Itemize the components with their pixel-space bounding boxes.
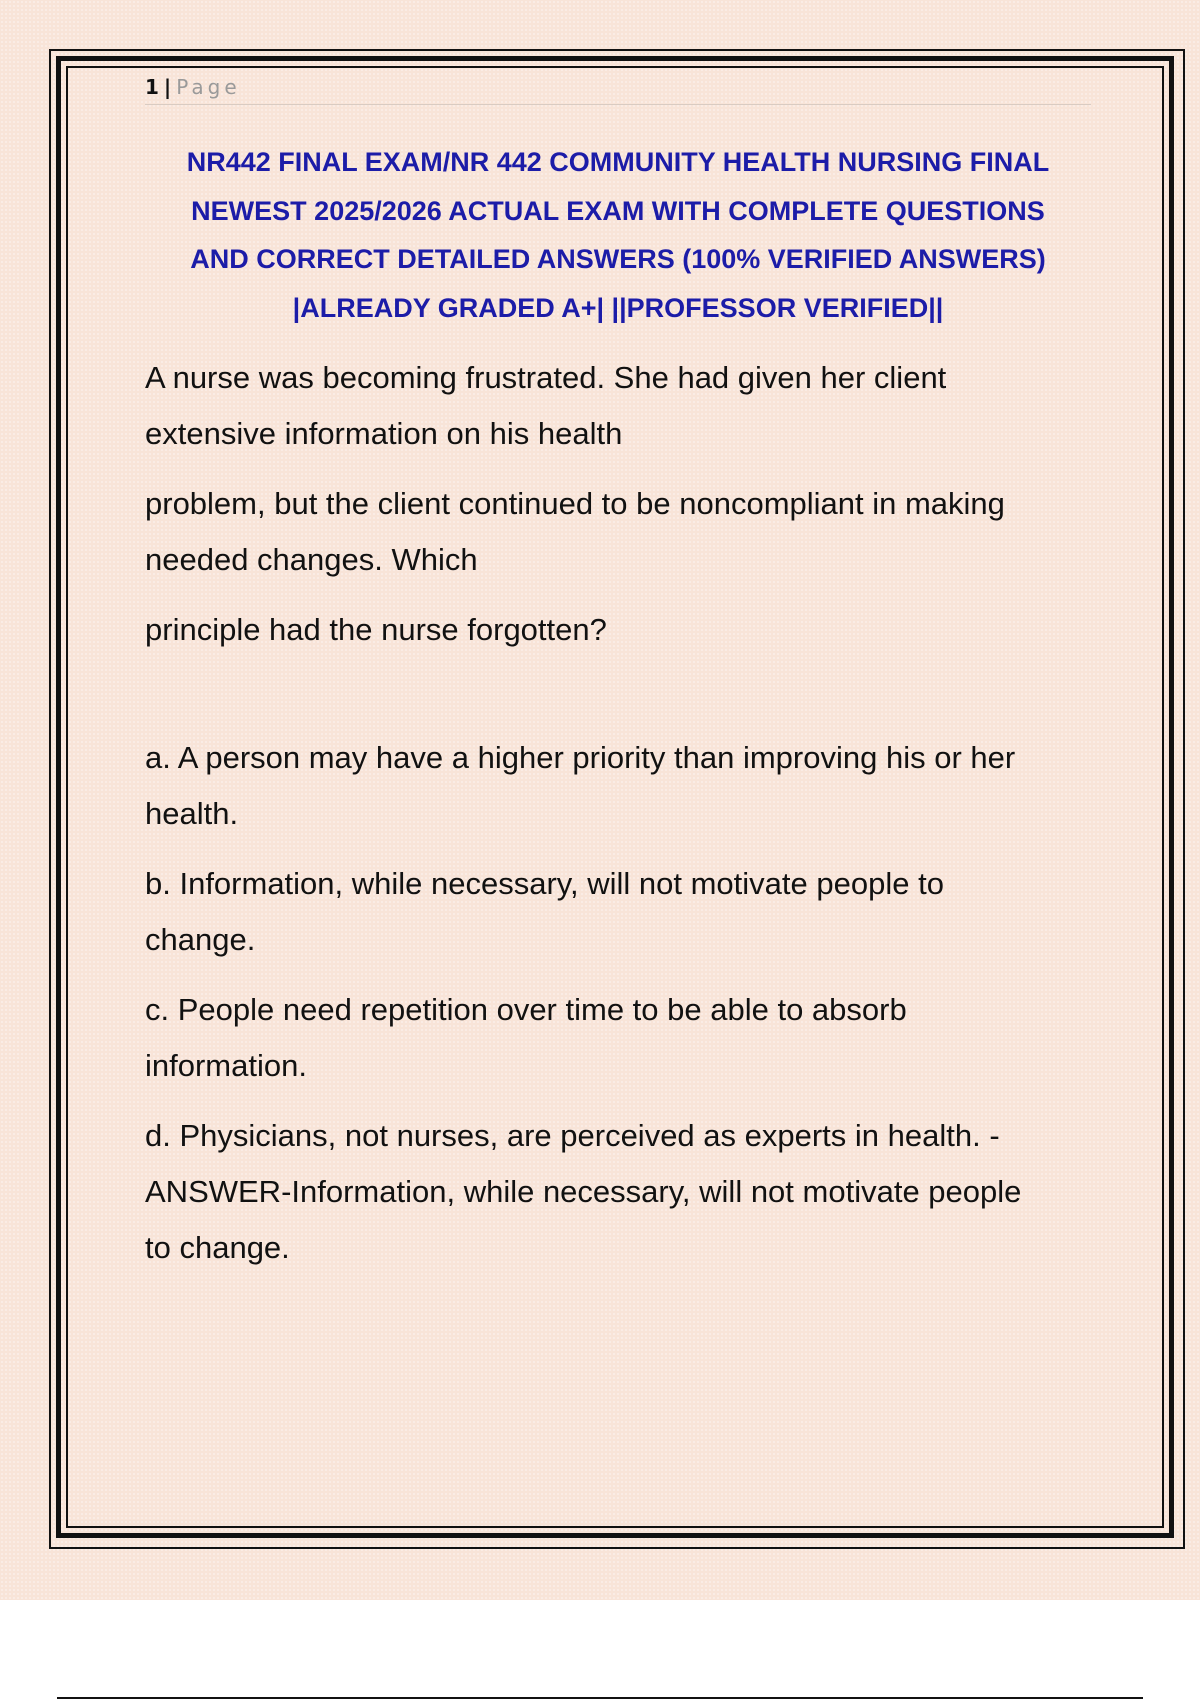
title-line: NR442 FINAL EXAM/NR 442 COMMUNITY HEALTH NURSING FINAL bbox=[186, 147, 1050, 177]
page-number-header bbox=[145, 70, 1091, 105]
question-text-part-2 bbox=[145, 476, 1091, 588]
bottom-divider bbox=[57, 1697, 1143, 1699]
option-c bbox=[145, 982, 1091, 1094]
title-line: NEWEST 2025/2026 ACTUAL EXAM WITH COMPLETE QUESTIONS bbox=[191, 195, 1045, 226]
answer-line: ANSWER-Information, while necessary, will not motivate people bbox=[145, 1174, 1022, 1209]
page-label: Page bbox=[176, 75, 241, 99]
document-title bbox=[145, 138, 1091, 332]
title-line: AND CORRECT DETAILED ANSWERS (100% VERIFIED ANSWERS) bbox=[190, 244, 1046, 274]
question-line: A nurse was becoming frustrated. She had given her client bbox=[145, 360, 947, 395]
question-text-part-3 bbox=[145, 602, 1091, 658]
answer-line: to change. bbox=[145, 1230, 290, 1265]
question-text-part-1 bbox=[145, 350, 1091, 462]
option-b bbox=[145, 856, 1091, 968]
title-line: |ALREADY GRADED A+| ||PROFESSOR VERIFIED|| bbox=[292, 292, 944, 323]
option-line: information. bbox=[145, 1048, 307, 1083]
page-number: 1 bbox=[145, 75, 160, 99]
page-content bbox=[145, 70, 1091, 1276]
question-line: needed changes. Which bbox=[145, 542, 478, 577]
option-line: c. People need repetition over time to be able to absorb bbox=[145, 992, 907, 1027]
option-line: health. bbox=[145, 796, 239, 831]
option-d-with-answer bbox=[145, 1108, 1091, 1276]
page-number-separator: | bbox=[163, 75, 173, 99]
option-line: d. Physicians, not nurses, are perceived as experts in health. - bbox=[145, 1118, 1000, 1153]
question-line: problem, but the client continued to be noncompliant in making bbox=[145, 486, 1005, 521]
option-line: change. bbox=[145, 922, 256, 957]
question-line: principle had the nurse forgotten? bbox=[145, 612, 607, 647]
option-a bbox=[145, 730, 1091, 842]
option-line: a. A person may have a higher priority than improving his or her bbox=[145, 740, 1016, 775]
option-line: b. Information, while necessary, will not motivate people to bbox=[145, 866, 944, 901]
question-line: extensive information on his health bbox=[145, 416, 623, 451]
